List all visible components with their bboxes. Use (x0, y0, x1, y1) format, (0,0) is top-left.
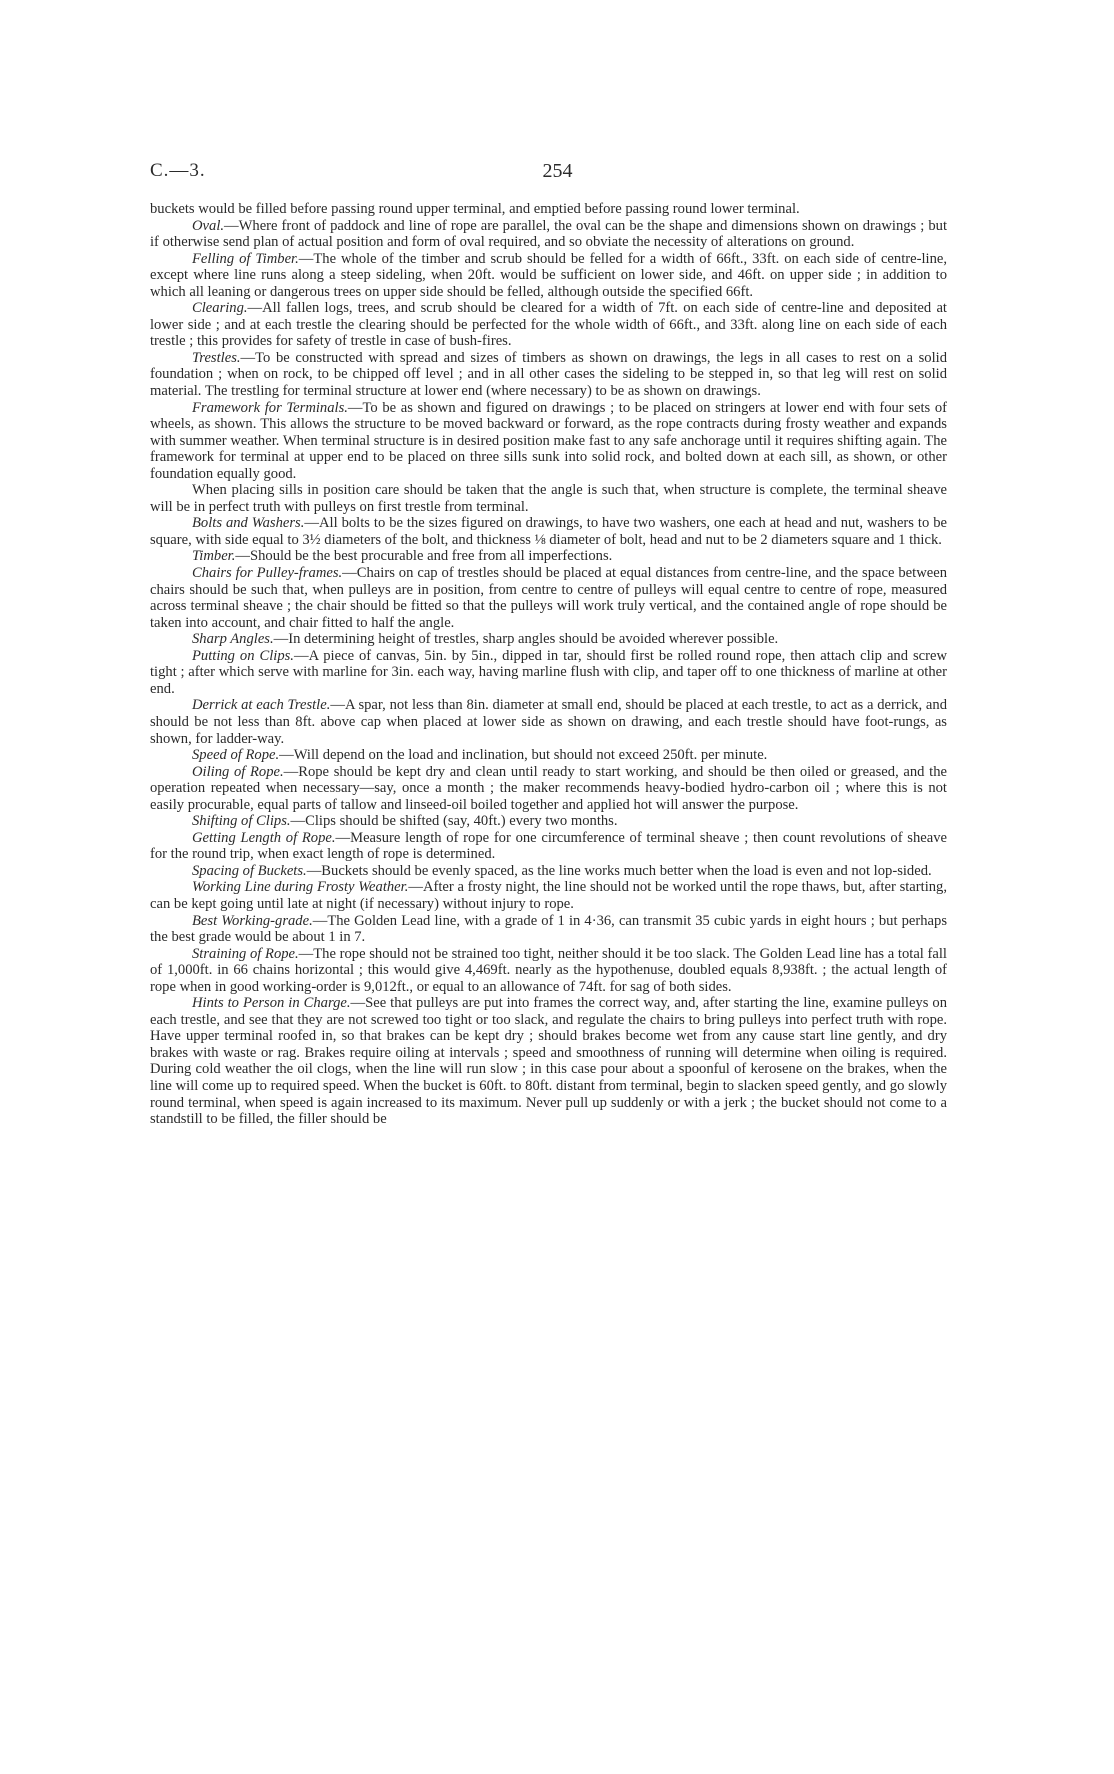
paragraph-heading: Straining of Rope. (192, 945, 299, 962)
paragraph-chairs-for-pulley-frames (150, 565, 947, 631)
paragraph-sharp-angles (150, 631, 947, 648)
paragraph-text: —Where front of paddock and line of rope are parallel, the oval can be the shape and dimensions shown on drawings ; but if otherwise send plan of actual position and form of oval required, and so obviate the necessity of alterations on ground. (150, 217, 947, 251)
page-header (150, 160, 965, 186)
paragraph-heading: Hints to Person in Charge. (192, 995, 351, 1012)
paragraph-text: —Will depend on the load and inclination, but should not exceed 250ft. per minute. (279, 747, 768, 764)
paragraph-text: —All fallen logs, trees, and scrub should be cleared for a width of 7ft. on each side of centre-line and deposited at lower side ; and at each trestle the clearing should be perfected for the whole width of 66ft., and 33ft. along line on each side of each trestle ; this provides for safety of trestle in case of bush-fires. (150, 300, 947, 350)
paragraph-speed-of-rope (150, 747, 947, 764)
paragraph-heading: Framework for Terminals. (192, 399, 348, 416)
paragraph-placing-sills (150, 482, 947, 515)
paragraph-text: —The whole of the timber and scrub should be felled for a width of 66ft., 33ft. on each side of centre-line, except where line runs along a steep sideling, when 20ft. would be sufficient on lower side, and 46ft. on upper side ; in addition to which all leaning or dangerous trees on upper side should be felled, although outside the specified 66ft. (150, 250, 947, 300)
paragraph-trestles (150, 350, 947, 400)
paragraph-shifting-of-clips (150, 813, 947, 830)
paragraph-text: —See that pulleys are put into frames the correct way, and, after starting the line, examine pulleys on each trestle, and see that they are not screwed too tight or too slack, and regulate the chairs to bring pulleys into perfect truth with rope. Have upper terminal roofed in, so that brakes can be kept dry ; should brakes become wet from any cause start line gently, and dry brakes with waste or rag. Brakes require oiling at intervals ; speed and smoothness of running will determine when oiling is required. During cold weather the oil clogs, when the line will run slow ; in this case pour about a spoonful of kerosene on the brakes, when the line will come up to required speed. When the bucket is 60ft. to 80ft. distant from terminal, begin to slacken speed gently, and go slowly round terminal, when speed is again increased to its maximum. Never pull up suddenly or with a jerk ; the bucket should not come to a standstill to be filled, the filler should be (150, 995, 947, 1128)
paragraph-derrick-at-each-trestle (150, 697, 947, 747)
body-text (150, 201, 947, 1128)
paragraph-text: —A spar, not less than 8in. diameter at small end, should be placed at each trestle, to act as a derrick, and should be not less than 8ft. above cap when placed at lower side as shown on drawing, and each trestle should have foot-rungs, as shown, for ladder-way. (150, 697, 947, 747)
paragraph-text: —Chairs on cap of trestles should be placed at equal distances from centre-line, and the space between chairs should be such that, when pulleys are in position, from centre to centre of pulleys will equal centre to centre of rope, measured across terminal sheave ; the chair should be fitted so that the pulleys will work truly vertical, and the contained angle of rope should be taken into account, and chair fitted to half the angle. (150, 565, 947, 631)
paragraph-heading: Sharp Angles. (192, 631, 274, 648)
paragraph-text: —Should be the best procurable and free from all imperfections. (235, 548, 613, 565)
paragraph-text: —The Golden Lead line, with a grade of 1 in 4·36, can transmit 35 cubic yards in eight hours ; but perhaps the best grade would be about 1 in 7. (150, 912, 948, 946)
paragraph-heading: Speed of Rope. (192, 747, 280, 764)
paragraph-oval (150, 218, 947, 251)
paragraph-heading: Spacing of Buckets. (192, 862, 307, 879)
paragraph-working-line-frosty-weather (150, 879, 947, 912)
paragraph-heading: Shifting of Clips. (192, 813, 291, 830)
paragraph-text: —Measure length of rope for one circumference of terminal sheave ; then count revolutions of sheave for the round trip, when exact length of rope is determined. (150, 829, 948, 863)
paragraph-text: —After a frosty night, the line should not be worked until the rope thaws, but, after starting, can be kept going until late at night (if necessary) without injury to rope. (150, 879, 947, 912)
paragraph-text: —Clips should be shifted (say, 40ft.) every two months. (290, 813, 618, 830)
paragraph-text: —In determining height of trestles, sharp angles should be avoided wherever possible. (273, 631, 779, 648)
paragraph-text: —Buckets should be evenly spaced, as the line works much better when the load is even and not lop-sided. (306, 862, 932, 879)
document-reference: C.—3. (150, 160, 206, 181)
paragraph-oiling-of-rope (150, 764, 947, 814)
paragraph-text: —All bolts to be the sizes figured on drawings, to have two washers, one each at head and nut, washers to be square, with side equal to 3½ diameters of the bolt, and thickness ⅛ diameter of bolt, head and nut to be 2 diameters square and 1 thick. (150, 515, 947, 548)
paragraph-text: —To be constructed with spread and sizes of timbers as shown on drawings, the legs in all cases to rest on a solid foundation ; when on rock, to be chipped off level ; and in all other cases the sideling to be stepped in, so that leg will rest on solid material. The trestling for terminal structure at lower end (where necessary) to be as shown on drawings. (150, 349, 947, 400)
paragraph-best-working-grade (150, 913, 947, 946)
paragraph-clearing (150, 300, 947, 350)
paragraph-text: —Rope should be kept dry and clean until ready to start working, and should be then oiled or greased, and the operation repeated when necessary—say, once a month ; the maker recommends heavy-bodied hydro-carbon oil ; where this is not easily procurable, equal parts of tallow and linseed-oil boiled together and applied hot will answer the purpose. (150, 763, 947, 813)
paragraph-putting-on-clips (150, 648, 947, 698)
paragraph-heading: Working Line during Frosty Weather. (192, 879, 409, 896)
paragraph-heading: Clearing. (192, 300, 248, 317)
paragraph-felling-of-timber (150, 251, 947, 301)
paragraph-text: —To be as shown and figured on drawings ; to be placed on stringers at lower end with four sets of wheels, as shown. This allows the structure to be moved backward or forward, as the rope contracts during frosty weather and expands with summer weather. When terminal structure is in desired position make fast to any safe anchorage until it requires shifting again. The framework for terminal at upper end to be placed on three sills sunk into solid rock, and bolted down at each sill, as shown, or other foundation equally good. (150, 399, 947, 482)
paragraph-timber (150, 548, 947, 565)
paragraph-heading: Oiling of Rope. (192, 763, 284, 780)
paragraph-straining-of-rope (150, 946, 947, 996)
paragraph-framework-for-terminals (150, 400, 947, 483)
paragraph-heading: Chairs for Pulley-frames. (192, 565, 343, 582)
paragraph-getting-length-of-rope (150, 830, 947, 863)
page-number: 254 (542, 160, 573, 182)
paragraph-continuation (150, 201, 947, 218)
paragraph-heading: Best Working-grade. (192, 912, 313, 929)
paragraph-text: buckets would be filled before passing round upper terminal, and emptied before passing round lower terminal. (150, 201, 800, 217)
paragraph-text: —The rope should not be strained too tight, neither should it be too slack. The Golden Lead line has a total fall of 1,000ft. in 66 chains horizontal ; this would give 4,469ft. nearly as the hypothenuse, doubled equals 8,938ft. ; the actual length of rope when in good working-order is 9,012ft., or equal to an allowance of 74ft. for sag of both sides. (150, 945, 947, 995)
paragraph-heading: Getting Length of Rope. (192, 829, 336, 846)
paragraph-text: When placing sills in position care should be taken that the angle is such that, when structure is complete, the terminal sheave will be in perfect truth with pulleys on first trestle from terminal. (150, 482, 947, 515)
paragraph-heading: Oval. (192, 217, 225, 234)
paragraph-text: —A piece of canvas, 5in. by 5in., dipped in tar, should first be rolled round rope, then attach clip and screw tight ; after which serve with marline for 3in. each way, having marline flush with clip, and taper off to one thickness of marline at other end. (150, 647, 948, 697)
paragraph-heading: Timber. (192, 548, 236, 565)
paragraph-heading: Trestles. (192, 349, 241, 366)
paragraph-heading: Bolts and Washers. (192, 515, 305, 532)
paragraph-hints-to-person-in-charge (150, 995, 947, 1127)
paragraph-heading: Derrick at each Trestle. (192, 697, 331, 714)
paragraph-spacing-of-buckets (150, 863, 947, 880)
paragraph-bolts-and-washers (150, 515, 947, 548)
paragraph-heading: Felling of Timber. (192, 250, 299, 267)
paragraph-heading: Putting on Clips. (192, 647, 294, 664)
